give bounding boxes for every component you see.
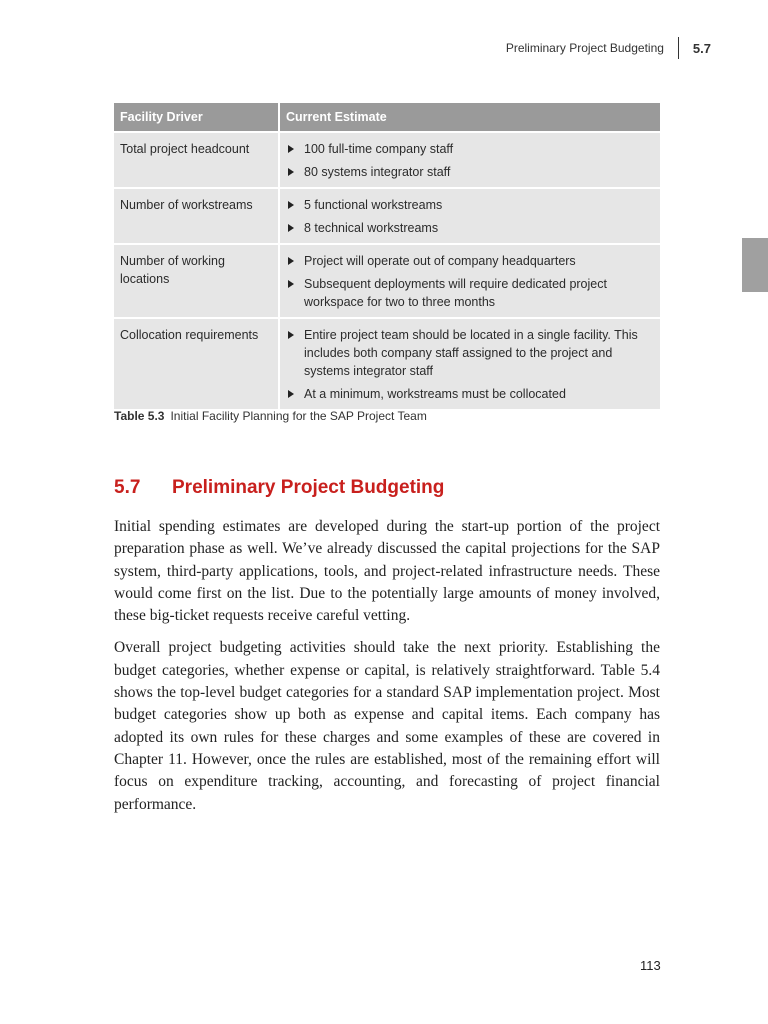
current-estimate-cell: [279, 188, 660, 244]
table-row: [114, 318, 660, 409]
list-item: [286, 252, 654, 270]
triangle-bullet-icon: [288, 145, 294, 153]
facility-table: [114, 103, 660, 409]
running-head-divider: [678, 37, 679, 59]
list-item: [286, 326, 654, 380]
current-estimate-cell: [279, 132, 660, 188]
list-item: [286, 140, 654, 158]
facility-driver-cell: Number of working locations: [114, 244, 279, 318]
section-title: Preliminary Project Budgeting: [172, 477, 445, 498]
running-head-section: 5.7: [692, 40, 711, 56]
list-item: [286, 163, 654, 181]
body-paragraph: Overall project budgeting activities should take the next priority. Establishing the budget categories, whether expense or capital, is relatively straightforward. Table 5.4 shows the top-level budget categories for a standard SAP implementation project. Most budget categories show up both as expense and capital items. Each company has adopted its own rules for these charges and some examples of these are covered in Chapter 11. However, once the rules are established, most of the remaining effort will focus on expenditure tracking, accounting, and forecasting of project financial performance.: [114, 639, 660, 813]
column-header-current-estimate: Current Estimate: [279, 103, 660, 132]
table-caption-label: Table 5.3: [114, 409, 165, 423]
body-text: [114, 516, 660, 826]
triangle-bullet-icon: [288, 224, 294, 232]
triangle-bullet-icon: [288, 201, 294, 209]
running-head-title: Preliminary Project Budgeting: [505, 41, 664, 55]
estimate-list: [286, 326, 654, 403]
table-caption: [114, 409, 427, 423]
list-item: [286, 275, 654, 311]
estimate-list: [286, 140, 654, 181]
facility-driver-cell: Number of workstreams: [114, 188, 279, 244]
chapter-thumb-tab: [742, 238, 768, 292]
triangle-bullet-icon: [288, 331, 294, 339]
current-estimate-cell: [279, 244, 660, 318]
table-caption-text: Initial Facility Planning for the SAP Project Team: [170, 409, 427, 423]
triangle-bullet-icon: [288, 280, 294, 288]
list-item: [286, 196, 654, 214]
list-item: [286, 385, 654, 403]
table-row: [114, 244, 660, 318]
triangle-bullet-icon: [288, 390, 294, 398]
table-row: [114, 132, 660, 188]
table-header-row: [114, 103, 660, 132]
estimate-list: [286, 252, 654, 311]
list-item-text: Entire project team should be located in a single facility. This includes both company staff assigned to the project and systems integrator staff: [304, 328, 638, 378]
triangle-bullet-icon: [288, 257, 294, 265]
facility-driver-cell: Total project headcount: [114, 132, 279, 188]
facility-driver-cell: Collocation requirements: [114, 318, 279, 409]
list-item-text: 8 technical workstreams: [304, 221, 439, 235]
current-estimate-cell: [279, 318, 660, 409]
list-item-text: At a minimum, workstreams must be collocated: [304, 387, 566, 401]
triangle-bullet-icon: [288, 168, 294, 176]
section-heading: [114, 477, 444, 499]
list-item-text: Project will operate out of company headquarters: [304, 254, 576, 268]
list-item-text: 5 functional workstreams: [304, 198, 443, 212]
running-head: [0, 36, 711, 60]
body-paragraph: Initial spending estimates are developed during the start-up portion of the project preparation phase as well. We’ve already discussed the capital projections for the SAP system, third-party applications, tools, and project-related infrastructure needs. These would come first on the list. Due to the potentially large amounts of money involved, these big-ticket requests receive careful vetting.: [114, 518, 660, 625]
page-number: 113: [640, 958, 661, 973]
list-item-text: Subsequent deployments will require dedicated project workspace for two to three months: [304, 277, 607, 309]
table-row: [114, 188, 660, 244]
list-item-text: 80 systems integrator staff: [304, 165, 451, 179]
column-header-facility-driver: Facility Driver: [114, 103, 279, 132]
estimate-list: [286, 196, 654, 237]
section-number: 5.7: [114, 477, 141, 498]
list-item: [286, 219, 654, 237]
list-item-text: 100 full-time company staff: [304, 142, 454, 156]
